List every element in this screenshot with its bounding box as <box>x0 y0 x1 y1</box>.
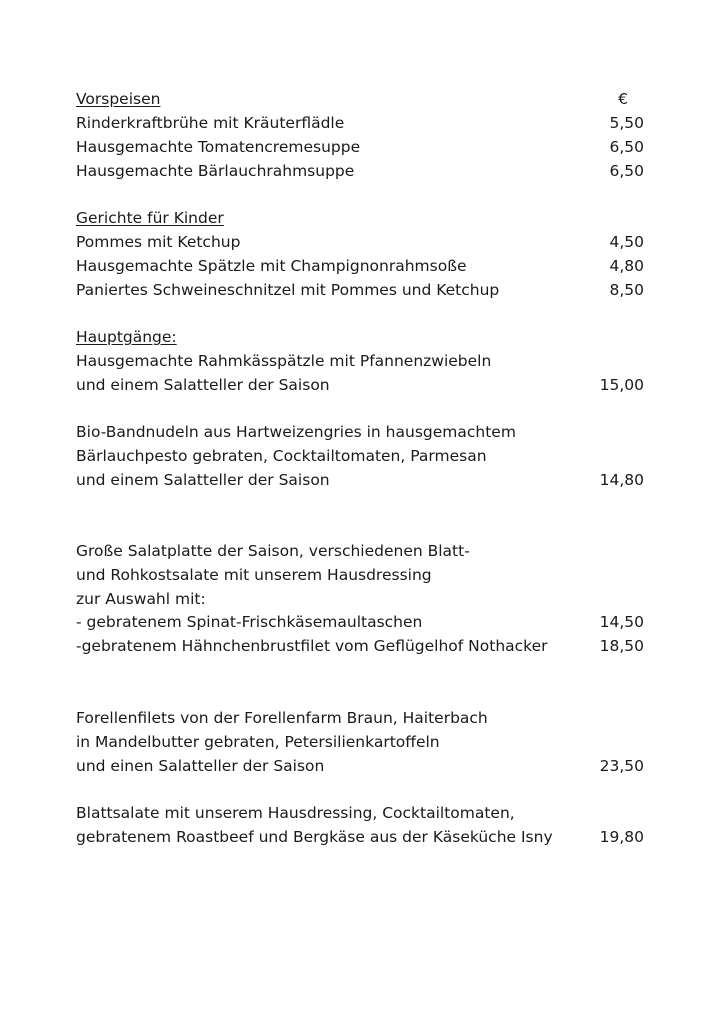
dish-description-line <box>76 825 644 849</box>
item-price: 18,50 <box>599 637 644 655</box>
dish-description-line <box>76 563 644 587</box>
dish-description-line <box>76 587 644 611</box>
menu-item <box>76 230 644 254</box>
dish-text: Blattsalate mit unserem Hausdressing, Cocktailtomaten, <box>76 804 515 822</box>
dish-text: und einen Salatteller der Saison <box>76 757 325 775</box>
dish-description-line <box>76 801 644 825</box>
dish-text: Große Salatplatte der Saison, verschiedenen Blatt- <box>76 542 470 560</box>
item-name: Hausgemachte Tomatencremesuppe <box>76 138 361 156</box>
item-name: Hausgemachte Bärlauchrahmsuppe <box>76 162 355 180</box>
dish-description-line <box>76 539 644 563</box>
dish-text: Hausgemachte Rahmkässpätzle mit Pfannenzwiebeln <box>76 352 492 370</box>
dish-description-line <box>76 444 644 468</box>
dish-description-line <box>76 706 644 730</box>
dish-description-line <box>76 754 644 778</box>
section-title: Vorspeisen <box>76 90 161 108</box>
dish-text: gebratenem Roastbeef und Bergkäse aus der Käseküche Isny <box>76 828 553 846</box>
item-price: 4,80 <box>609 257 644 275</box>
dish-text: zur Auswahl mit: <box>76 590 206 608</box>
dish-description-line <box>76 373 644 397</box>
dish-text: und Rohkostsalate mit unserem Hausdressing <box>76 566 432 584</box>
item-price: 19,80 <box>599 828 644 846</box>
dish-option <box>76 634 644 658</box>
item-price: 14,50 <box>599 613 644 631</box>
item-price: 6,50 <box>609 162 644 180</box>
dish-text: Forellenfilets von der Forellenfarm Braun, Haiterbach <box>76 709 488 727</box>
dish-text: und einem Salatteller der Saison <box>76 471 330 489</box>
item-name: Paniertes Schweineschnitzel mit Pommes und Ketchup <box>76 281 500 299</box>
item-price: 5,50 <box>609 114 644 132</box>
item-price: 15,00 <box>599 376 644 394</box>
menu-item <box>76 278 644 302</box>
menu-item <box>76 254 644 278</box>
menu-item <box>76 135 644 159</box>
dish-text: Bärlauchpesto gebraten, Cocktailtomaten, Parmesan <box>76 447 487 465</box>
item-name: Hausgemachte Spätzle mit Champignonrahmsoße <box>76 257 467 275</box>
item-price: 8,50 <box>609 281 644 299</box>
option-name: -gebratenem Hähnchenbrustfilet vom Geflügelhof Nothacker <box>76 637 548 655</box>
dish-text: und einem Salatteller der Saison <box>76 376 330 394</box>
dish-option <box>76 610 644 634</box>
section-heading-kinder <box>76 206 644 230</box>
item-price: 23,50 <box>599 757 644 775</box>
menu-item <box>76 159 644 183</box>
dish-description-line <box>76 349 644 373</box>
item-name: Rinderkraftbrühe mit Kräuterflädle <box>76 114 345 132</box>
dish-description-line <box>76 730 644 754</box>
item-price: 14,80 <box>599 471 644 489</box>
item-name: Pommes mit Ketchup <box>76 233 241 251</box>
section-title: Hauptgänge: <box>76 328 177 346</box>
menu-item <box>76 111 644 135</box>
item-price: 4,50 <box>609 233 644 251</box>
dish-description-line <box>76 420 644 444</box>
dish-text: Bio-Bandnudeln aus Hartweizengries in hausgemachtem <box>76 423 516 441</box>
section-title: Gerichte für Kinder <box>76 209 224 227</box>
item-price: 6,50 <box>609 138 644 156</box>
currency-symbol: € <box>618 90 628 108</box>
section-heading-vorspeisen <box>76 87 644 111</box>
dish-text: in Mandelbutter gebraten, Petersilienkartoffeln <box>76 733 440 751</box>
option-name: - gebratenem Spinat-Frischkäsemaultaschen <box>76 613 423 631</box>
dish-description-line <box>76 468 644 492</box>
section-heading-hauptgaenge <box>76 325 644 349</box>
